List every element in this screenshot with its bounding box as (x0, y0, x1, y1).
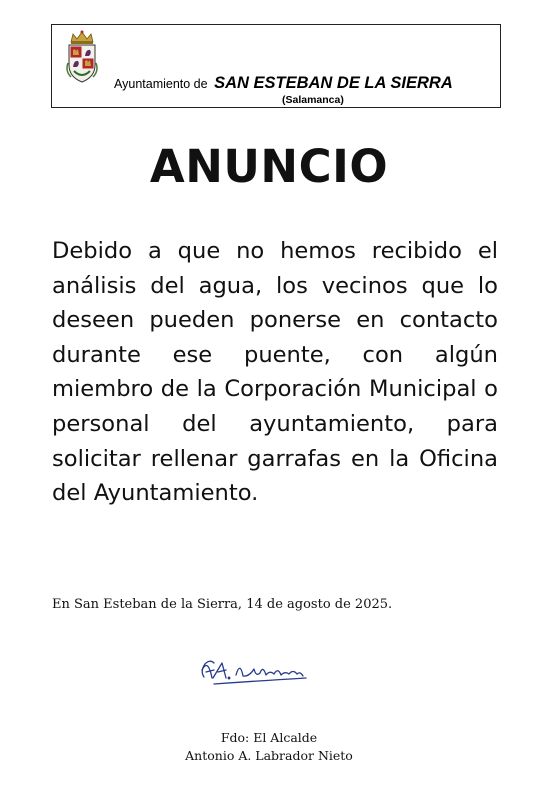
handwritten-signature (196, 651, 314, 689)
province-label: (Salamanca) (282, 94, 344, 106)
letterhead (51, 24, 501, 108)
signed-by-label: Fdo: El Alcalde (220, 730, 318, 745)
notice-body: Debido a que no hemos recibido el análisis del agua, los vecinos que lo deseen pueden ponerse en contacto durante ese puente, con algún miembro de la Corporación Municipal o personal del ayuntamiento, para solicitar rellenar garrafas en la Oficina del Ayuntamiento. (52, 238, 498, 507)
town-name: SAN ESTEBAN DE LA SIERRA (214, 74, 453, 92)
page-title: ANUNCIO (149, 140, 389, 193)
place-and-date: En San Esteban de la Sierra, 14 de agosto de 2025. (52, 597, 393, 612)
letterhead-title (114, 74, 453, 93)
coat-of-arms-icon (62, 29, 102, 85)
letterhead-prefix: Ayuntamiento de (114, 77, 208, 91)
mayor-name: Antonio A. Labrador Nieto (185, 748, 353, 763)
